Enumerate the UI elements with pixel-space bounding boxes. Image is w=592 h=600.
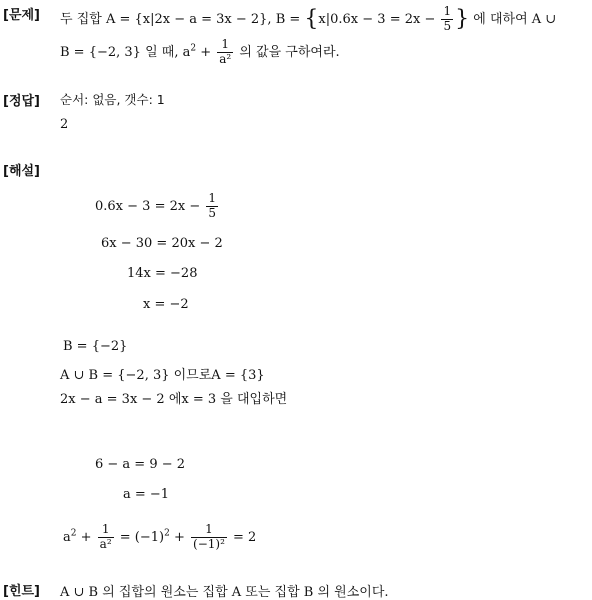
answer-label: [정답] [3, 94, 40, 109]
problem-text-2b: + [196, 44, 216, 60]
brace-close: } [455, 6, 470, 32]
b-set: B = {−2} [63, 339, 128, 354]
sup-2: 2 [70, 528, 77, 539]
frac-num: 1 [191, 523, 227, 538]
hint-text: A ∪ B 의 집합의 원소는 집합 A 또는 집합 B 의 원소이다. [60, 585, 389, 600]
problem-text-2a: B = {−2, 3} 일 때, a [60, 44, 191, 60]
sup-2: 2 [190, 43, 197, 54]
frac-den: a² [219, 51, 232, 66]
frac-num: 1 [208, 191, 216, 205]
eq-4: x = −2 [143, 297, 189, 312]
answer-line-2: 2 [60, 117, 69, 132]
problem-label: [문제] [3, 8, 40, 23]
fraction-one-fifth [206, 192, 218, 221]
fraction-one-over-neg1-sq [191, 523, 227, 552]
final-a: a [63, 529, 71, 545]
frac-den: 5 [208, 205, 216, 220]
problem-text-2c: 의 값을 구하여라. [235, 44, 340, 60]
brace-open: { [304, 6, 319, 32]
frac-num: 1 [443, 4, 452, 18]
problem-line-2 [60, 38, 340, 67]
final-equation [63, 523, 256, 552]
sup-2: 2 [164, 528, 170, 539]
eq-5: 6 − a = 9 − 2 [95, 457, 186, 472]
final-neg1: = (−1) [115, 529, 165, 545]
final-plus: + [169, 529, 190, 545]
eq-6: a = −1 [123, 487, 170, 502]
fraction-one-over-a2 [98, 523, 114, 552]
explanation-label: [해설] [3, 164, 40, 179]
final-result: = 2 [228, 529, 257, 545]
problem-line-1 [60, 5, 556, 34]
frac-den: (−1)² [193, 536, 225, 551]
final-plus: + [76, 529, 96, 545]
problem-text-1b: x|0.6x − 3 = 2x − [318, 11, 440, 27]
union-line: A ∪ B = {−2, 3} 이므로A = {3} [60, 368, 265, 383]
eq-1 [95, 192, 220, 221]
fraction-one-fifth [441, 5, 453, 34]
eq-1-text: 0.6x − 3 = 2x − [95, 198, 205, 214]
fraction-one-over-a2 [217, 38, 233, 67]
eq-3: 14x = −28 [127, 266, 198, 281]
frac-den: a² [99, 536, 112, 551]
frac-den: 5 [443, 18, 452, 33]
problem-text-1a: 두 집합 A = {x|2x − a = 3x − 2}, B = [60, 11, 305, 27]
eq-2: 6x − 30 = 20x − 2 [101, 236, 223, 251]
frac-num: 1 [98, 523, 114, 538]
hint-label: [힌트] [3, 584, 40, 599]
answer-line-1: 순서: 없음, 갯수: 1 [60, 92, 165, 107]
problem-text-1c: 에 대하여 A ∪ [469, 11, 557, 27]
frac-num: 1 [217, 38, 233, 53]
substitute-line: 2x − a = 3x − 2 에x = 3 을 대입하면 [60, 392, 288, 407]
